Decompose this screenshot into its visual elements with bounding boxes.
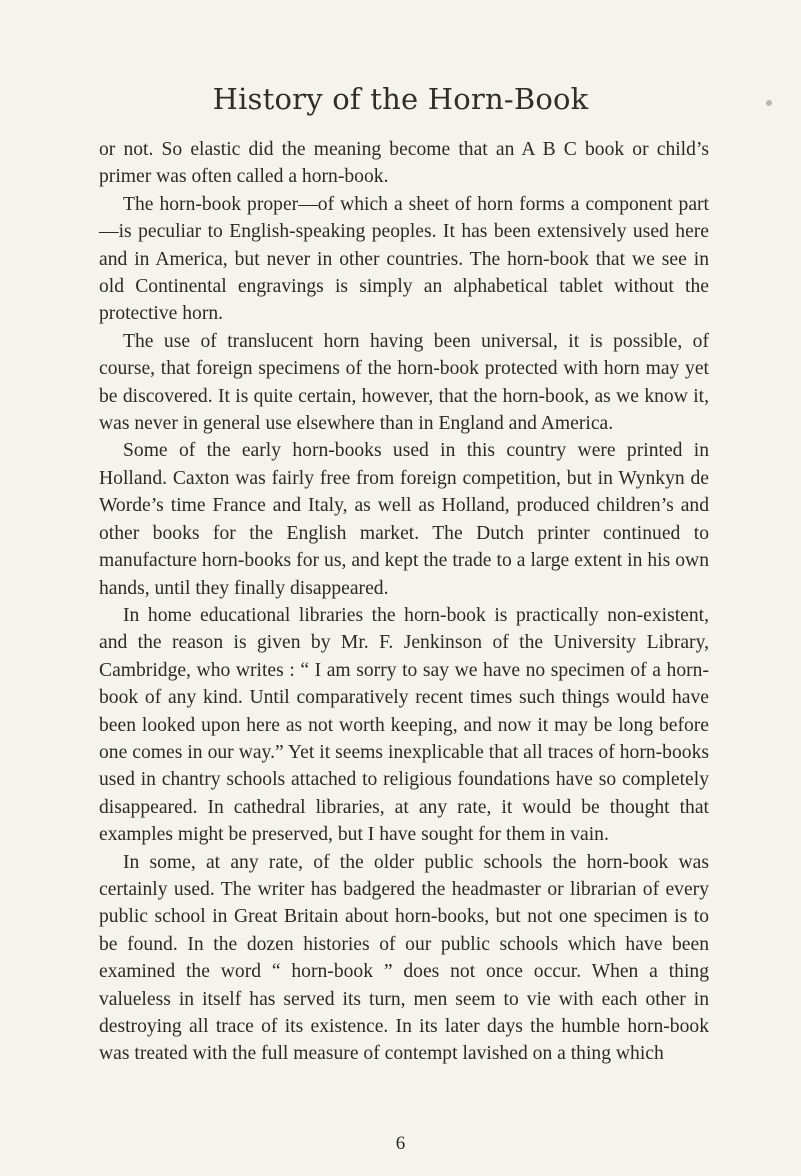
page-number: 6: [395, 1133, 406, 1154]
running-title: History of the Horn-Book: [212, 82, 589, 116]
paragraph-continued: or not. So elastic did the meaning become that an A B C book or child’s primer was often called a horn-book.: [99, 139, 709, 188]
paragraph: The use of translucent horn having been universal, it is possible, of course, that foreign specimens of the horn-book protected with horn may yet be discovered. It is quite certain, however, that the horn-book, as we know it, was never in general use elsewhere than in England and America.: [99, 330, 709, 435]
paragraph: In some, at any rate, of the older public schools the horn-book was certainly used. The writer has badgered the headmaster or librarian of every public school in Great Britain about horn-books, but not one specimen is to be found. In the dozen histories of our public schools which have been examined the word “ horn-book ” does not once occur. When a thing valueless in itself has served its turn, men seem to vie with each other in destroying all trace of its existence. In its later days the humble horn-book was treated with the full measure of contempt lavished on a thing which: [99, 851, 709, 1065]
body-text: [99, 136, 709, 1068]
paragraph: Some of the early horn-books used in this country were printed in Holland. Caxton was fairly free from foreign competition, but in Wynkyn de Worde’s time France and Italy, as well as Holland, produced children’s and other books for the English market. The Dutch printer continued to manufacture horn-books for us, and kept the trade to a large extent in his own hands, until they finally disappeared.: [99, 440, 709, 599]
paragraph: The horn-book proper—of which a sheet of horn forms a component part—is peculiar to English-speaking peoples. It has been extensively used here and in America, but never in other countries. The horn-book that we see in old Continental engravings is simply an alphabetical tablet without the protective horn.: [99, 193, 709, 325]
paragraph: In home educational libraries the horn-book is practically non-existent, and the reason is given by Mr. F. Jenkinson of the University Library, Cambridge, who writes : “ I am sorry to say we have no specimen of a horn-book of any kind. Until comparatively recent times such things would have been looked upon here as not worth keeping, and now it may be long before one comes in our way.” Yet it seems inexplicable that all traces of horn-books used in chantry schools attached to religious foundations have so completely disappeared. In cathedral libraries, at any rate, it would be thought that examples might be preserved, but I have sought for them in vain.: [99, 604, 709, 846]
